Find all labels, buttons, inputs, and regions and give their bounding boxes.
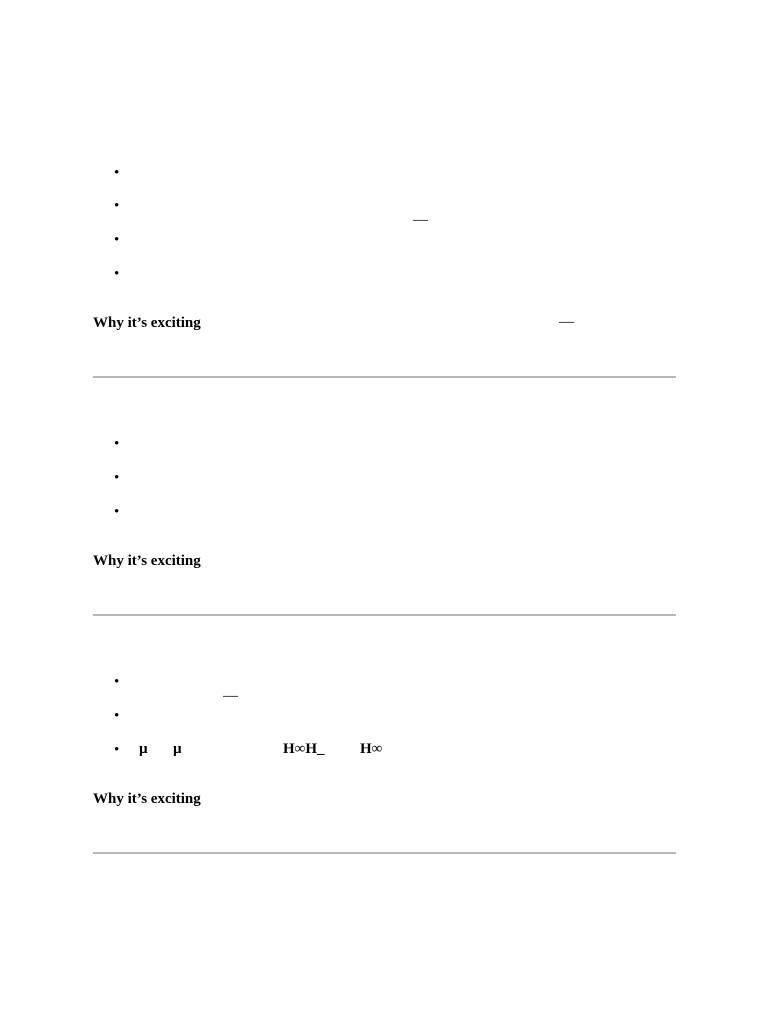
section-divider	[93, 614, 676, 616]
math-symbol-mu: µ	[173, 741, 182, 757]
section-divider	[93, 852, 676, 854]
why-exciting-label: Why it’s exciting	[93, 315, 201, 331]
bullet-marker	[114, 505, 122, 519]
em-dash: —	[413, 212, 428, 228]
bullet-marker	[114, 471, 122, 485]
bullet-marker	[114, 709, 122, 723]
bullet-marker	[114, 437, 122, 451]
bullet-marker	[114, 675, 122, 689]
why-exciting-label: Why it’s exciting	[93, 553, 201, 569]
bullet-marker	[114, 267, 122, 281]
why-exciting-label: Why it’s exciting	[93, 791, 201, 807]
bullet-marker	[114, 233, 122, 247]
section-divider	[93, 376, 676, 378]
em-dash: —	[559, 314, 574, 330]
em-dash: —	[223, 688, 238, 704]
math-h-infinity-fragment: H∞H_	[283, 741, 325, 757]
bullet-marker	[114, 199, 122, 213]
math-h-infinity: H∞	[360, 741, 383, 757]
bullet-marker	[114, 166, 122, 180]
bullet-marker	[114, 743, 122, 757]
math-symbol-mu: µ	[139, 741, 148, 757]
